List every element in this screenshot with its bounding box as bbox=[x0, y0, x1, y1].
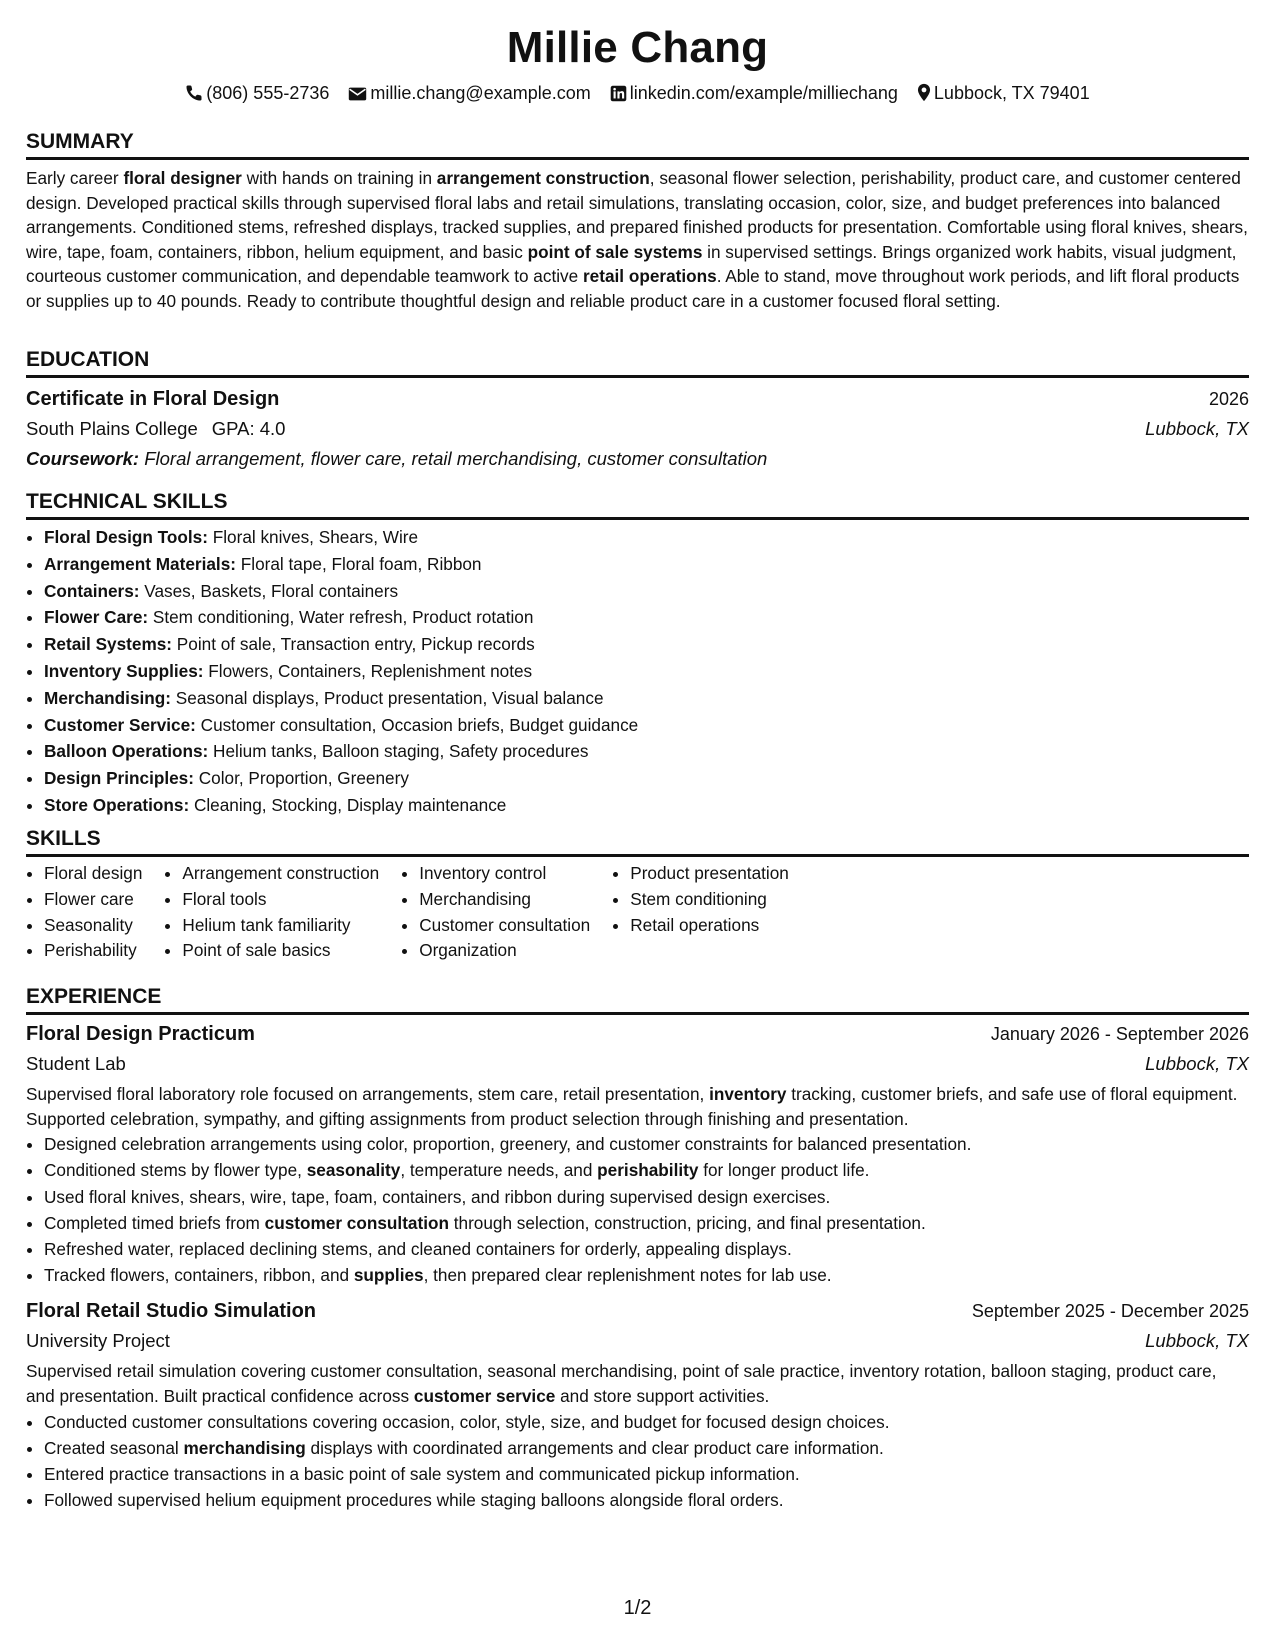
coursework-label: Coursework: bbox=[26, 448, 140, 469]
job-org-row bbox=[26, 1326, 1249, 1356]
technical-skill-item bbox=[44, 658, 1249, 685]
education-row-2 bbox=[26, 414, 1249, 444]
technical-skill-item bbox=[44, 685, 1249, 712]
bold-keyword: supplies bbox=[353, 1265, 424, 1286]
job-organization: Student Lab bbox=[26, 1053, 126, 1074]
skills-column bbox=[612, 861, 789, 964]
skill-category: Retail Systems: bbox=[44, 634, 173, 655]
text-segment: . Able to stand, move throughout work periods, and lift floral products or supplies up to 40 pounds. Ready to contribute thoughtful design and reliable product care in a customer focused floral setting. bbox=[26, 266, 1240, 311]
skill-values: Customer consultation, Occasion briefs, Budget guidance bbox=[195, 714, 639, 735]
text-segment: , temperature needs, and bbox=[400, 1160, 598, 1181]
job-bullet bbox=[44, 1487, 1249, 1513]
skill-item: • Organization bbox=[419, 938, 590, 964]
skill-category: Customer Service: bbox=[44, 714, 196, 735]
skill-category: Inventory Supplies: bbox=[44, 660, 204, 681]
text-segment: Created seasonal bbox=[44, 1437, 184, 1458]
text-segment: Refreshed water, replaced declining stems, and cleaned containers for orderly, appealing displays. bbox=[44, 1239, 792, 1259]
text-segment: Entered practice transactions in a basic point of sale system and communicated pickup information. bbox=[44, 1464, 800, 1484]
technical-skill-item bbox=[44, 738, 1249, 765]
text-segment: Conducted customer consultations covering occasion, color, style, size, and budget for focused design choices. bbox=[44, 1411, 890, 1432]
candidate-name: Millie Chang bbox=[506, 23, 769, 72]
bold-keyword: seasonality bbox=[306, 1160, 401, 1181]
text-segment: through selection, construction, pricing, and final presentation. bbox=[448, 1212, 926, 1233]
skill-item: • Stem conditioning bbox=[630, 887, 789, 913]
text-segment: Supervised retail simulation covering customer consultation, seasonal merchandising, point of sale practice, inventory rotation, balloon staging, product care, and presentation. Built practical confidence across bbox=[26, 1361, 1217, 1406]
text-segment: Used floral knives, shears, wire, tape, foam, containers, and ribbon during supervised design exercises. bbox=[44, 1186, 831, 1207]
skill-category: Balloon Operations: bbox=[44, 741, 209, 762]
job-bullet bbox=[44, 1210, 1249, 1236]
bold-keyword: merchandising bbox=[183, 1437, 306, 1458]
technical-skill-item bbox=[44, 712, 1249, 739]
skills-grid bbox=[26, 861, 1249, 964]
text-segment: for longer product life. bbox=[698, 1160, 870, 1181]
bold-keyword: retail operations bbox=[582, 266, 717, 287]
skill-item: • Seasonality bbox=[44, 913, 142, 939]
summary-text bbox=[26, 166, 1249, 314]
job-bullet bbox=[44, 1236, 1249, 1262]
job-header-row bbox=[26, 1019, 1249, 1049]
skill-category: Design Principles: bbox=[44, 768, 194, 789]
skills-heading: SKILLS bbox=[26, 825, 1249, 857]
job-summary bbox=[26, 1082, 1249, 1131]
page-number: 1/2 bbox=[623, 1597, 652, 1619]
education-section bbox=[26, 346, 1249, 474]
skill-item: • Customer consultation bbox=[419, 913, 590, 939]
job-org-row bbox=[26, 1049, 1249, 1079]
text-segment: Tracked flowers, containers, ribbon, and bbox=[44, 1265, 354, 1286]
job-bullet bbox=[44, 1409, 1249, 1435]
bold-keyword: inventory bbox=[709, 1084, 787, 1104]
skill-item: • Flower care bbox=[44, 887, 142, 913]
job-bullet bbox=[44, 1131, 1249, 1157]
coursework-text: Floral arrangement, flower care, retail merchandising, customer consultation bbox=[139, 448, 768, 469]
bold-keyword: customer consultation bbox=[264, 1212, 449, 1233]
email-text: millie.chang@example.com bbox=[370, 83, 591, 104]
text-segment: in supervised settings. Brings organized work habits, visual judgment, courteous customer communication, and dependable teamwork to active bbox=[26, 241, 1237, 287]
technical-skill-item bbox=[44, 631, 1249, 658]
experience-heading: EXPERIENCE bbox=[26, 983, 1249, 1015]
job-title: Floral Retail Studio Simulation bbox=[26, 1300, 317, 1323]
skill-category: Arrangement Materials: bbox=[44, 553, 236, 574]
skill-item: • Retail operations bbox=[630, 913, 789, 939]
skill-item: • Product presentation bbox=[630, 861, 789, 887]
contact-bar bbox=[0, 79, 1275, 106]
phone-icon bbox=[185, 84, 203, 102]
skill-item: • Merchandising bbox=[419, 887, 590, 913]
skill-values: Floral tape, Floral foam, Ribbon bbox=[235, 553, 482, 574]
skill-values: Vases, Baskets, Floral containers bbox=[139, 580, 399, 601]
skill-item: • Arrangement construction bbox=[182, 861, 379, 887]
bold-keyword: customer service bbox=[413, 1386, 556, 1406]
job-entry bbox=[26, 1019, 1249, 1288]
contact-email[interactable] bbox=[348, 80, 590, 106]
skill-item: • Point of sale basics bbox=[182, 938, 379, 964]
job-bullets bbox=[26, 1131, 1249, 1288]
technical-skills-section bbox=[26, 488, 1249, 819]
text-segment: Supervised floral laboratory role focused on arrangements, stem care, retail presentation, bbox=[26, 1084, 710, 1104]
skill-category: Containers: bbox=[44, 580, 140, 601]
text-segment: , then prepared clear replenishment notes for lab use. bbox=[423, 1265, 832, 1286]
technical-skill-item bbox=[44, 604, 1249, 631]
envelope-icon bbox=[348, 86, 367, 102]
skill-item: • Inventory control bbox=[419, 861, 590, 887]
degree-title: Certificate in Floral Design bbox=[26, 388, 280, 410]
skill-values: Cleaning, Stocking, Display maintenance bbox=[189, 794, 507, 815]
text-segment: and store support activities. bbox=[555, 1386, 770, 1406]
summary-section bbox=[26, 128, 1249, 314]
job-dates: September 2025 - December 2025 bbox=[971, 1301, 1249, 1322]
job-location: Lubbock, TX bbox=[1145, 1053, 1249, 1074]
bold-keyword: perishability bbox=[597, 1160, 699, 1181]
text-segment: Conditioned stems by flower type, bbox=[44, 1160, 307, 1181]
text-segment: with hands on training in bbox=[241, 168, 437, 188]
skill-item: • Floral design bbox=[44, 861, 142, 887]
text-segment: Completed timed briefs from bbox=[44, 1212, 265, 1233]
skills-section bbox=[26, 825, 1249, 964]
skill-values: Color, Proportion, Greenery bbox=[193, 768, 409, 789]
text-segment: displays with coordinated arrangements and clear product care information. bbox=[305, 1437, 884, 1458]
text-segment: Early career bbox=[26, 168, 124, 188]
contact-location bbox=[917, 80, 1090, 106]
skill-values: Point of sale, Transaction entry, Pickup records bbox=[172, 634, 535, 655]
bold-keyword: arrangement construction bbox=[436, 168, 650, 188]
technical-skill-item bbox=[44, 524, 1249, 551]
skills-column bbox=[26, 861, 142, 964]
linkedin-text: linkedin.com/example/milliechang bbox=[629, 83, 898, 104]
technical-skill-item bbox=[44, 551, 1249, 578]
job-bullets bbox=[26, 1409, 1249, 1514]
gpa: GPA: 4.0 bbox=[211, 418, 286, 439]
job-dates: January 2026 - September 2026 bbox=[990, 1024, 1249, 1044]
text-segment: , seasonal flower selection, perishability, product care, and customer centered design. Developed practical skills through supervised floral labs and retail simulations, translating occasion, color, size, and budget preferences into balanced arrangements. Conditioned stems, refreshed displays, tracked supplies, and prepared finished products for presentation. Comfortable using floral knives, shears, wire, tape, foam, containers, ribbon, helium equipment, and basic bbox=[26, 168, 1248, 262]
job-title: Floral Design Practicum bbox=[26, 1023, 255, 1045]
skill-values: Floral knives, Shears, Wire bbox=[207, 527, 419, 547]
text-segment: Designed celebration arrangements using color, proportion, greenery, and customer constraints for balanced presentation. bbox=[44, 1134, 972, 1155]
skill-values: Seasonal displays, Product presentation, Visual balance bbox=[171, 687, 604, 708]
skills-column bbox=[401, 861, 590, 964]
experience-section bbox=[26, 983, 1249, 1513]
education-row-1 bbox=[26, 384, 1249, 414]
job-entry bbox=[26, 1296, 1249, 1513]
skill-values: Stem conditioning, Water refresh, Product rotation bbox=[148, 607, 534, 628]
coursework bbox=[26, 444, 1249, 474]
technical-skills-list bbox=[26, 524, 1249, 819]
experience-jobs bbox=[26, 1019, 1249, 1513]
job-bullet bbox=[44, 1435, 1249, 1461]
skill-category: Floral Design Tools: bbox=[44, 527, 208, 547]
technical-skill-item bbox=[44, 765, 1249, 792]
technical-skill-item bbox=[44, 792, 1249, 819]
skill-category: Flower Care: bbox=[44, 607, 149, 628]
skill-values: Flowers, Containers, Replenishment notes bbox=[203, 660, 533, 681]
job-bullet bbox=[44, 1262, 1249, 1288]
job-organization: University Project bbox=[26, 1330, 170, 1352]
contact-linkedin[interactable] bbox=[610, 80, 898, 106]
job-location: Lubbock, TX bbox=[1145, 1330, 1249, 1352]
bold-keyword: point of sale systems bbox=[527, 241, 703, 262]
skills-column bbox=[164, 861, 379, 964]
skill-item: • Perishability bbox=[44, 938, 142, 964]
skill-item: • Floral tools bbox=[182, 887, 379, 913]
education-heading: EDUCATION bbox=[26, 346, 1249, 378]
bold-keyword: floral designer bbox=[123, 168, 242, 188]
skill-item: • Helium tank familiarity bbox=[182, 913, 379, 939]
technical-skill-item bbox=[44, 578, 1249, 605]
job-summary bbox=[26, 1359, 1249, 1408]
contact-phone[interactable] bbox=[185, 80, 329, 106]
school-line bbox=[26, 414, 285, 444]
text-segment: tracking, customer briefs, and safe use of floral equipment. Supported celebration, sympathy, and gifting assignments from product selection through finishing and presentation. bbox=[26, 1084, 1238, 1129]
job-bullet bbox=[44, 1184, 1249, 1210]
summary-heading: SUMMARY bbox=[26, 128, 1249, 160]
degree-year: 2026 bbox=[1208, 389, 1249, 409]
job-bullet bbox=[44, 1461, 1249, 1487]
linkedin-icon bbox=[610, 85, 627, 102]
text-segment: Followed supervised helium equipment procedures while staging balloons alongside floral orders. bbox=[44, 1490, 784, 1511]
school-location: Lubbock, TX bbox=[1145, 418, 1249, 439]
skill-category: Store Operations: bbox=[44, 794, 190, 815]
technical-skills-heading: TECHNICAL SKILLS bbox=[26, 488, 1249, 520]
phone-text: (806) 555-2736 bbox=[206, 83, 330, 104]
map-pin-icon bbox=[917, 83, 931, 102]
location-text: Lubbock, TX 79401 bbox=[933, 83, 1090, 104]
job-bullet bbox=[44, 1157, 1249, 1183]
skill-values: Helium tanks, Balloon staging, Safety procedures bbox=[208, 741, 589, 762]
school-name: South Plains College bbox=[26, 418, 198, 439]
skill-category: Merchandising: bbox=[44, 687, 172, 708]
job-header-row bbox=[26, 1296, 1249, 1326]
